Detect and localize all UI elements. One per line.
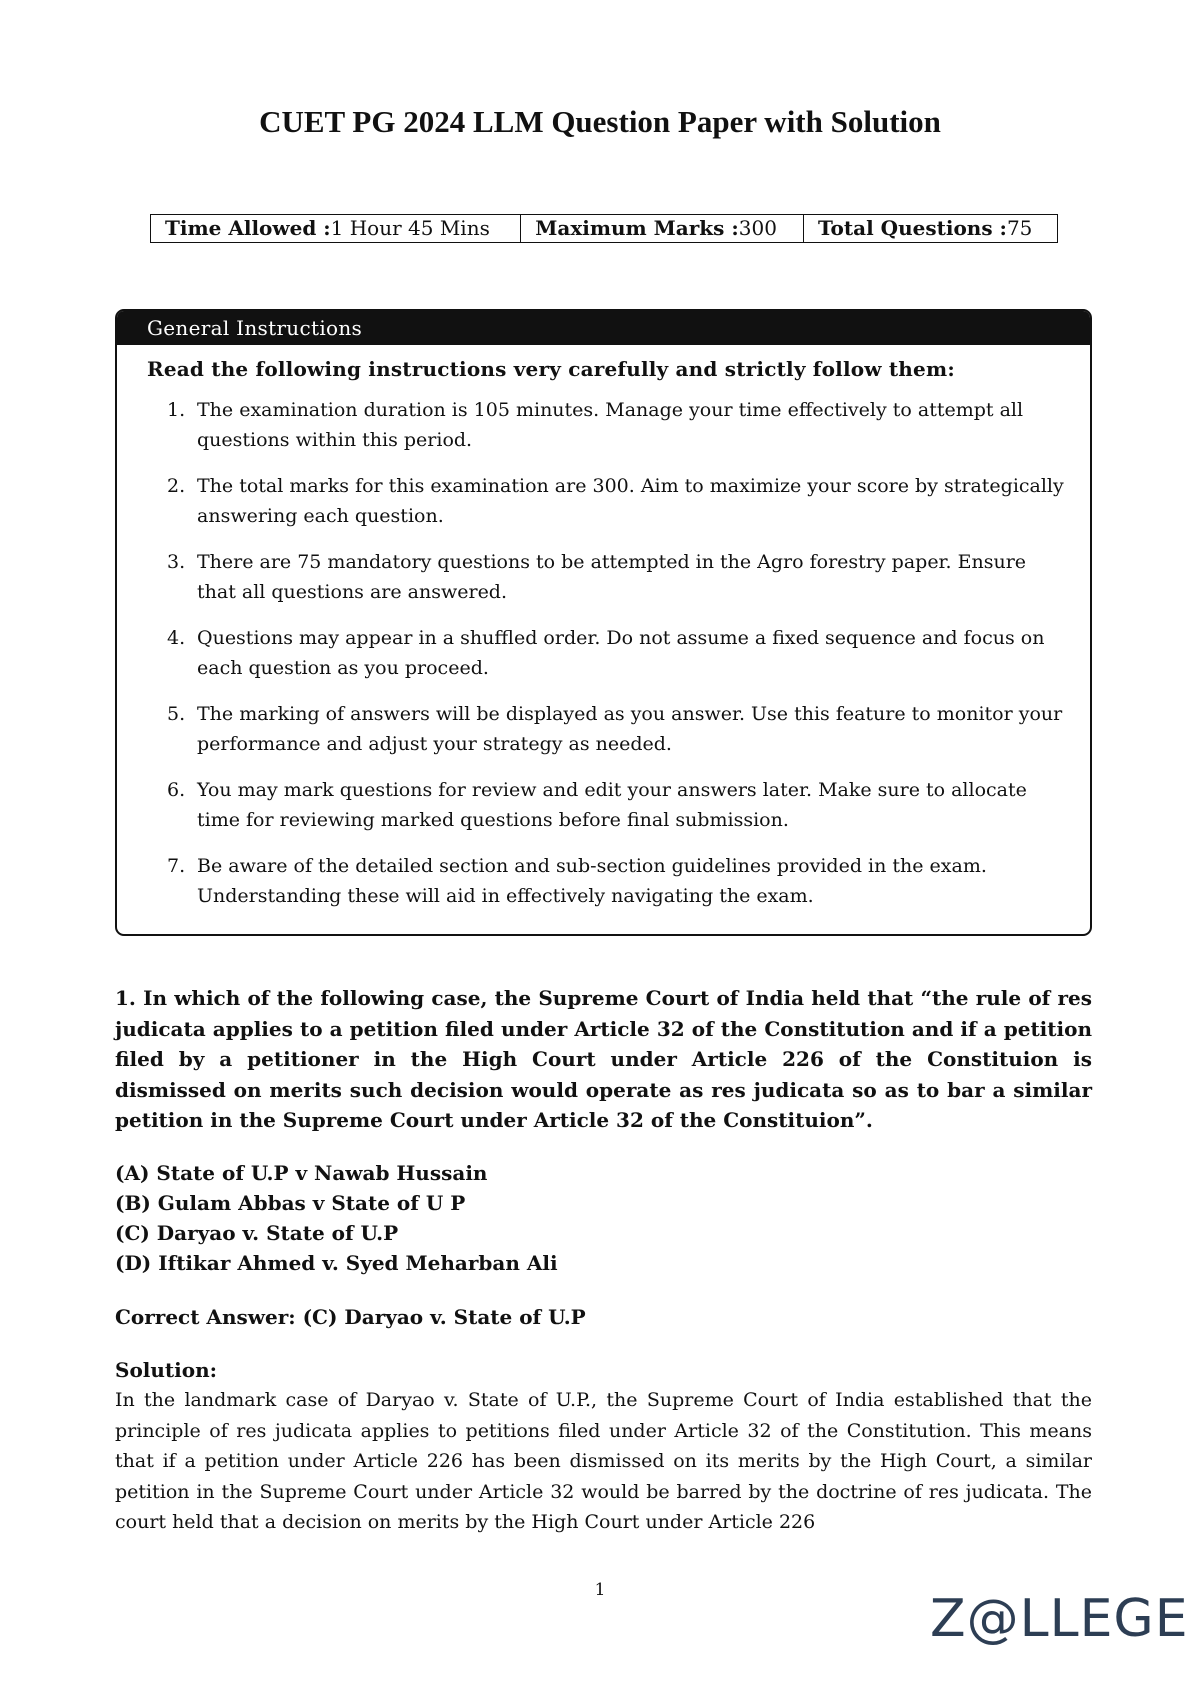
time-allowed-cell: [151, 215, 521, 243]
instruction-text: There are 75 mandatory questions to be attempted in the Agro forestry paper. Ensure that all questions are answered.: [197, 551, 1027, 603]
instruction-item: [117, 775, 1090, 835]
maximum-marks-label: Maximum Marks :: [535, 216, 739, 240]
instruction-number: 1.: [167, 399, 186, 421]
option-a: (A) State of U.P v Nawab Hussain: [115, 1161, 488, 1185]
instruction-number: 7.: [167, 855, 186, 877]
instructions-list: [117, 395, 1090, 911]
instruction-text: You may mark questions for review and edit your answers later. Make sure to allocate time for reviewing marked questions before final submission.: [197, 779, 1027, 831]
correct-answer: Correct Answer: (C) Daryao v. State of U.P: [115, 1305, 586, 1329]
general-instructions-box: [115, 309, 1092, 936]
time-allowed-value: 1 Hour 45 Mins: [330, 216, 490, 240]
question-text: 1. In which of the following case, the Supreme Court of India held that “the rule of res judicata applies to a petition filed under Article 32 of the Constitution and if a petition filed by a petitioner in the High Court under Article 226 of the Constituion is dismissed on merits such decision would operate as res judicata so as to bar a similar petition in the Supreme Court under Article 32 of the Constituion”.: [115, 986, 1092, 1132]
zollege-logo: Z@LLEGE: [930, 1589, 1189, 1649]
option-b: (B) Gulam Abbas v State of U P: [115, 1191, 466, 1215]
instruction-item: [117, 699, 1090, 759]
instructions-header: General Instructions: [117, 311, 1090, 345]
exam-meta-table: [150, 214, 1058, 243]
solution-text: In the landmark case of Daryao v. State of U.P., the Supreme Court of India established that the principle of res judicata applies to petitions filed under Article 32 of the Constitution. This means that if a petition under Article 226 has been dismissed on its merits by the High Court, a similar petition in the Supreme Court under Article 32 would be barred by the doctrine of res judicata. The court held that a decision on merits by the High Court under Article 226: [115, 1389, 1092, 1533]
page-number: 1: [594, 1580, 606, 1600]
instruction-item: [117, 547, 1090, 607]
instruction-text: The examination duration is 105 minutes. Manage your time effectively to attempt all questions within this period.: [197, 399, 1024, 451]
maximum-marks-value: 300: [738, 216, 777, 240]
instruction-text: Be aware of the detailed section and sub-section guidelines provided in the exam. Understanding these will aid in effectively navigating the exam.: [197, 855, 987, 907]
instruction-text: Questions may appear in a shuffled order. Do not assume a fixed sequence and focus on each question as you proceed.: [197, 627, 1045, 679]
instruction-item: [117, 471, 1090, 531]
instruction-number: 6.: [167, 779, 186, 801]
total-questions-cell: [803, 215, 1057, 243]
instruction-item: [117, 851, 1090, 911]
maximum-marks-cell: [521, 215, 804, 243]
solution-label: Solution:: [115, 1358, 218, 1382]
instruction-number: 4.: [167, 627, 186, 649]
instruction-item: [117, 623, 1090, 683]
option-d: (D) Iftikar Ahmed v. Syed Meharban Ali: [115, 1251, 558, 1275]
instruction-number: 2.: [167, 475, 186, 497]
total-questions-value: 75: [1006, 216, 1033, 240]
instruction-item: [117, 395, 1090, 455]
time-allowed-label: Time Allowed :: [165, 216, 331, 240]
total-questions-label: Total Questions :: [817, 216, 1007, 240]
instruction-number: 5.: [167, 703, 186, 725]
answer-options: [115, 1158, 558, 1278]
instruction-text: The total marks for this examination are 300. Aim to maximize your score by strategically answering each question.: [197, 475, 1064, 527]
option-c: (C) Daryao v. State of U.P: [115, 1221, 399, 1245]
page-title: CUET PG 2024 LLM Question Paper with Solution: [259, 104, 941, 139]
instruction-text: The marking of answers will be displayed as you answer. Use this feature to monitor your performance and adjust your strategy as needed.: [197, 703, 1063, 755]
instruction-number: 3.: [167, 551, 186, 573]
instructions-lead: Read the following instructions very carefully and strictly follow them:: [147, 357, 955, 381]
